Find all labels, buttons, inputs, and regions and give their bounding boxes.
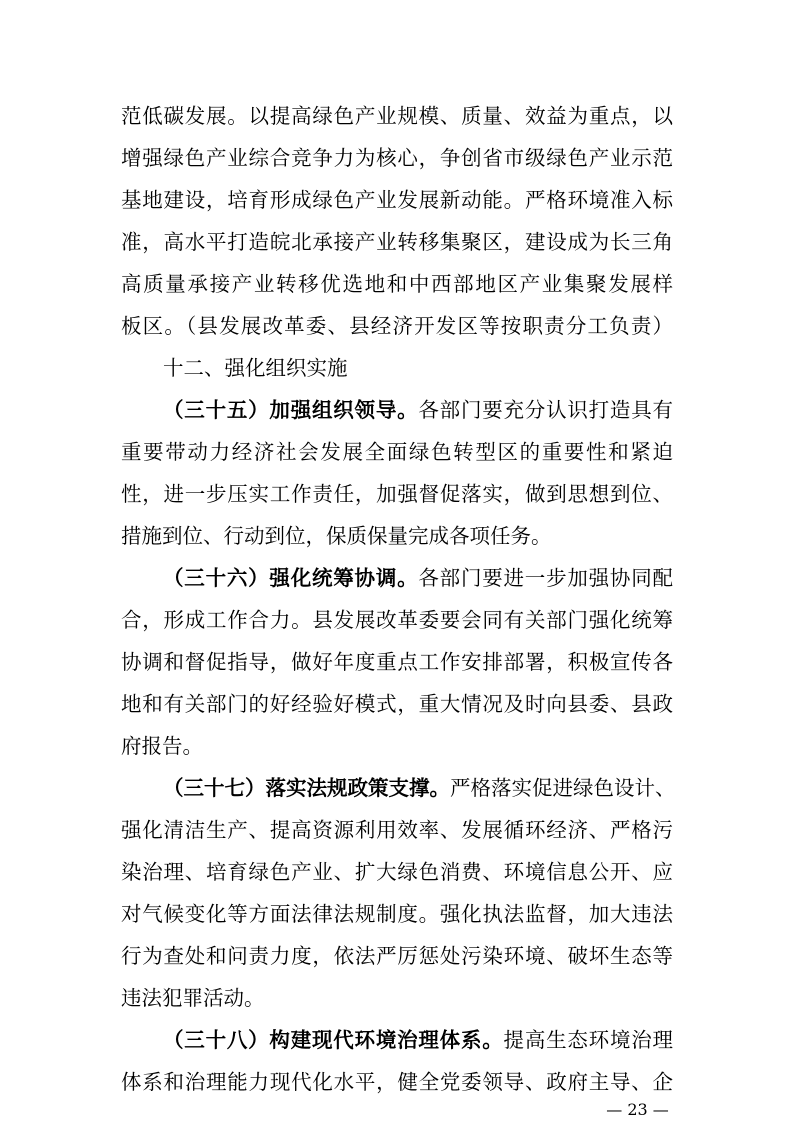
paragraph-line: 基地建设，培育形成绿色产业发展新动能。严格环境准入标 xyxy=(121,188,673,212)
paragraph-line: 府报告。 xyxy=(121,734,203,758)
paragraph-line: 措施到位、行动到位，保质保量完成各项任务。 xyxy=(121,524,552,548)
item-first-line xyxy=(163,559,673,597)
item-heading: （三十七）落实法规政策支撑。 xyxy=(163,776,450,800)
paragraph-line: 重要带动力经济社会发展全面绿色转型区的重要性和紧迫 xyxy=(121,440,673,464)
item-text: 严格落实促进绿色设计、 xyxy=(450,776,676,800)
paragraph-line: 体系和治理能力现代化水平，健全党委领导、政府主导、企 xyxy=(121,1070,673,1094)
item-text: 各部门要进一步加强协同配 xyxy=(418,566,673,590)
item-heading: （三十五）加强组织领导。 xyxy=(163,398,419,422)
paragraph-line: 合，形成工作合力。县发展改革委要会同有关部门强化统筹 xyxy=(121,608,673,632)
section-title: 十二、强化组织实施 xyxy=(163,356,348,380)
paragraph-line: 板区。（县发展改革委、县经济开发区等按职责分工负责） xyxy=(121,314,673,338)
paragraph-line: 协调和督促指导，做好年度重点工作安排部署，积极宣传各 xyxy=(121,650,673,674)
paragraph-line: 性，进一步压实工作责任，加强督促落实，做到思想到位、 xyxy=(121,482,673,506)
paragraph-line: 地和有关部门的好经验好模式，重大情况及时向县委、县政 xyxy=(121,692,673,716)
item-text: 提高生态环境治理 xyxy=(503,1028,674,1052)
paragraph-line: 违法犯罪活动。 xyxy=(121,986,265,1010)
paragraph-line: 对气候变化等方面法律法规制度。强化执法监督，加大违法 xyxy=(121,902,673,926)
paragraph-line: 范低碳发展。以提高绿色产业规模、质量、效益为重点，以 xyxy=(121,104,673,128)
page-number: — 23 — xyxy=(606,1100,669,1119)
paragraph-line: 强化清洁生产、提高资源利用效率、发展循环经济、严格污 xyxy=(121,818,673,842)
paragraph-line: 增强绿色产业综合竞争力为核心，争创省市级绿色产业示范 xyxy=(121,146,673,170)
item-heading: （三十六）强化统筹协调。 xyxy=(163,566,419,590)
paragraph-line: 行为查处和问责力度，依法严厉惩处污染环境、破坏生态等 xyxy=(121,944,673,968)
item-text: 各部门要充分认识打造具有 xyxy=(418,398,673,422)
paragraph-line: 高质量承接产业转移优选地和中西部地区产业集聚发展样 xyxy=(121,272,673,296)
item-heading: （三十八）构建现代环境治理体系。 xyxy=(163,1028,504,1052)
item-first-line xyxy=(163,769,676,807)
item-first-line xyxy=(163,391,673,429)
item-first-line xyxy=(163,1021,673,1059)
paragraph-line: 准，高水平打造皖北承接产业转移集聚区，建设成为长三角 xyxy=(121,230,673,254)
paragraph-line: 染治理、培育绿色产业、扩大绿色消费、环境信息公开、应 xyxy=(121,860,673,884)
